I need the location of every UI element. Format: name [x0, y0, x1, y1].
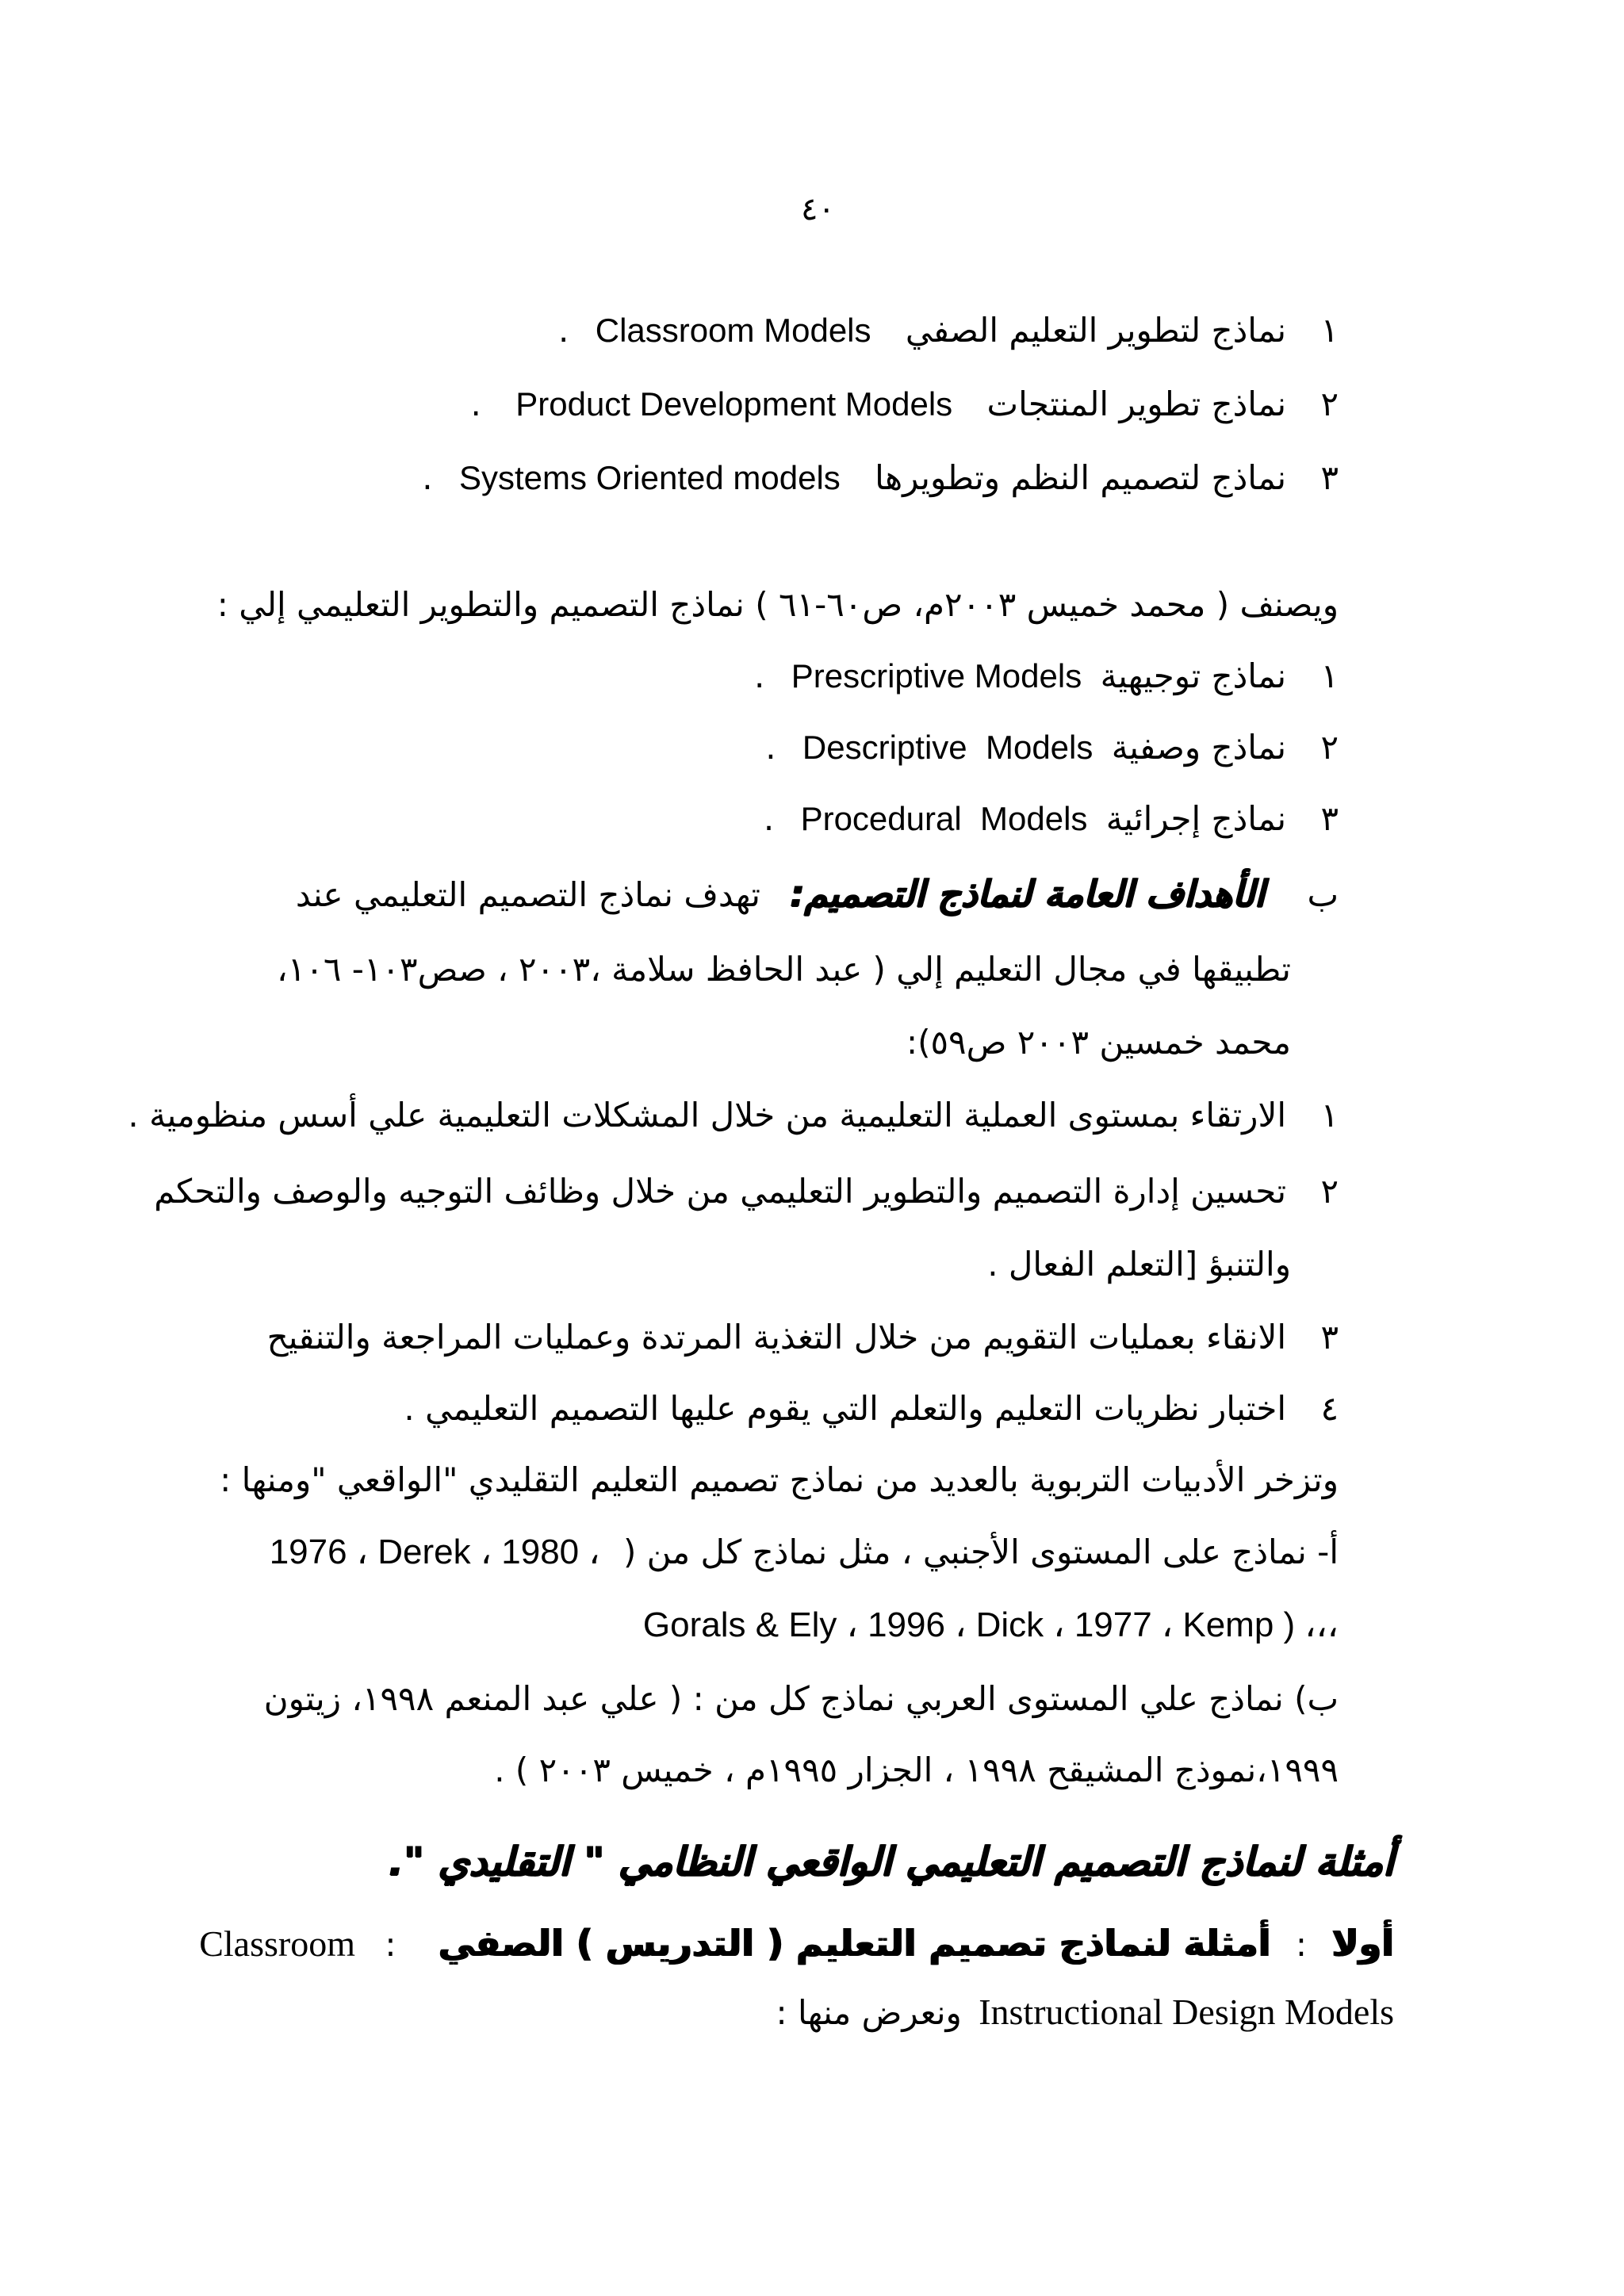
item-number: ٢ — [1320, 385, 1339, 423]
item-number: ٣ — [1320, 458, 1339, 497]
first-label: أولا — [1331, 1922, 1394, 1965]
item-end: . — [765, 728, 776, 767]
first-colon-2: : — [385, 1925, 396, 1964]
item-arabic: نماذج لتصميم النظم وتطويرها — [875, 458, 1287, 497]
item-arabic: نماذج توجيهية — [1100, 656, 1287, 695]
khamis-intro: ويصنف ( محمد خميس ٢٠٠٣م، ص٦٠-٦١ ) نماذج التصميم والتطوير التعليمي إلي : — [216, 585, 1339, 624]
first-colon: : — [1295, 1925, 1308, 1964]
item-number: ٢ — [1320, 728, 1339, 767]
goals-line-2: تطبيقها في مجال التعليم إلي ( عبد الحافظ سلامة ،٢٠٠٣ ، صص١٠٣- ١٠٦، — [277, 950, 1291, 989]
item-number: ٤ — [1320, 1389, 1339, 1428]
item-end: . — [422, 458, 433, 497]
literature-arab-line-2: ١٩٩٩،نموذج المشيقح ١٩٩٨ ، الجزار ١٩٩٥م ، خميس ٢٠٠٣ ) . — [494, 1751, 1339, 1789]
foreign-refs-2: Gorals & Ely ، 1996 ، Dick ، 1977 ، Kemp ) ،،، — [642, 1605, 1339, 1644]
item-number: ٣ — [1320, 799, 1339, 838]
goals-line-3: محمد خمسين ٢٠٠٣ ص٥٩): — [906, 1023, 1291, 1062]
item-english: Procedural Models — [800, 800, 1088, 837]
item-english: Classroom Models — [595, 312, 871, 349]
literature-foreign-refs-line — [643, 1605, 1339, 1647]
examples-heading: أمثلة لنماذج التصميم التعليمي الواقعي النظامي " التقليدي ". — [389, 1839, 1394, 1885]
literature-arab-line-1: ب) نماذج علي المستوى العربي نماذج كل من : ( علي عبد المنعم ١٩٩٨، زيتون — [263, 1679, 1339, 1718]
goals-heading: الأهداف العامة لنماذج التصميم: — [790, 872, 1266, 915]
first-english-1: Classroom — [199, 1923, 355, 1964]
goals-item-2 — [154, 1172, 1339, 1211]
first-second-line — [776, 1990, 1394, 2034]
classification-item-2 — [471, 385, 1339, 424]
goals-item-1 — [128, 1096, 1339, 1135]
goals-item-2-continued: والتنبؤ [التعلم الفعال . — [987, 1245, 1291, 1284]
goals-item-3 — [267, 1318, 1339, 1357]
item-arabic: نماذج وصفية — [1111, 728, 1287, 767]
first-english-2: Instructional Design Models — [979, 1992, 1394, 2032]
item-text: الانقاء بعمليات التقويم من خلال التغذية المرتدة وعمليات المراجعة والتنقيح — [266, 1318, 1287, 1357]
first-heading-line — [199, 1922, 1394, 1965]
first-arabic-tail: ونعرض منها : — [776, 1993, 962, 2032]
item-end: . — [763, 799, 775, 838]
classification-item-3 — [422, 458, 1339, 498]
foreign-models-text: أ- نماذج على المستوى الأجنبي ، مثل نماذج كل من ( — [622, 1533, 1339, 1571]
item-number: ٢ — [1320, 1172, 1339, 1211]
khamis-item-2 — [765, 728, 1339, 767]
item-arabic: نماذج تطوير المنتجات — [986, 385, 1287, 423]
first-title: أمثلة لنماذج تصميم التعليم ( التدريس ) الصفي — [438, 1922, 1271, 1965]
item-end: . — [470, 385, 481, 423]
foreign-refs-1: 1976 ، Derek ، 1980 ، — [269, 1533, 600, 1571]
item-text: تحسين إدارة التصميم والتطوير التعليمي من خلال وظائف التوجيه والوصف والتحكم — [154, 1172, 1287, 1211]
khamis-item-1 — [754, 656, 1339, 696]
item-text: اختبار نظريات التعليم والتعلم التي يقوم عليها التصميم التعليمي . — [404, 1389, 1287, 1428]
literature-intro: وتزخر الأدبيات التربوية بالعديد من نماذج تصميم التعليم التقليدي "الواقعي "ومنها : — [220, 1460, 1339, 1499]
item-english: Systems Oriented models — [458, 459, 841, 496]
goals-line-1: تهدف نماذج التصميم التعليمي عند — [295, 875, 760, 914]
item-number: ١ — [1320, 1096, 1339, 1135]
item-text: الارتقاء بمستوى العملية التعليمية من خلال المشكلات التعليمية علي أسس منظومية . — [128, 1096, 1287, 1135]
item-end: . — [754, 656, 765, 695]
item-english: Descriptive Models — [802, 729, 1094, 766]
page-number: ٤٠ — [801, 191, 835, 228]
item-arabic: نماذج إجرائية — [1105, 799, 1287, 838]
item-english: Product Development Models — [515, 385, 953, 423]
item-english: Prescriptive Models — [791, 657, 1082, 695]
item-number: ٣ — [1320, 1318, 1339, 1357]
item-number: ١ — [1320, 311, 1339, 350]
goals-marker: ب — [1307, 875, 1339, 914]
item-arabic: نماذج لتطوير التعليم الصفي — [905, 311, 1287, 350]
goals-heading-line — [296, 872, 1339, 916]
khamis-item-3 — [764, 799, 1339, 839]
item-end: . — [558, 311, 569, 350]
classification-item-1 — [558, 311, 1339, 350]
item-number: ١ — [1320, 656, 1339, 695]
literature-foreign-line — [270, 1532, 1339, 1574]
goals-item-4 — [404, 1389, 1339, 1429]
